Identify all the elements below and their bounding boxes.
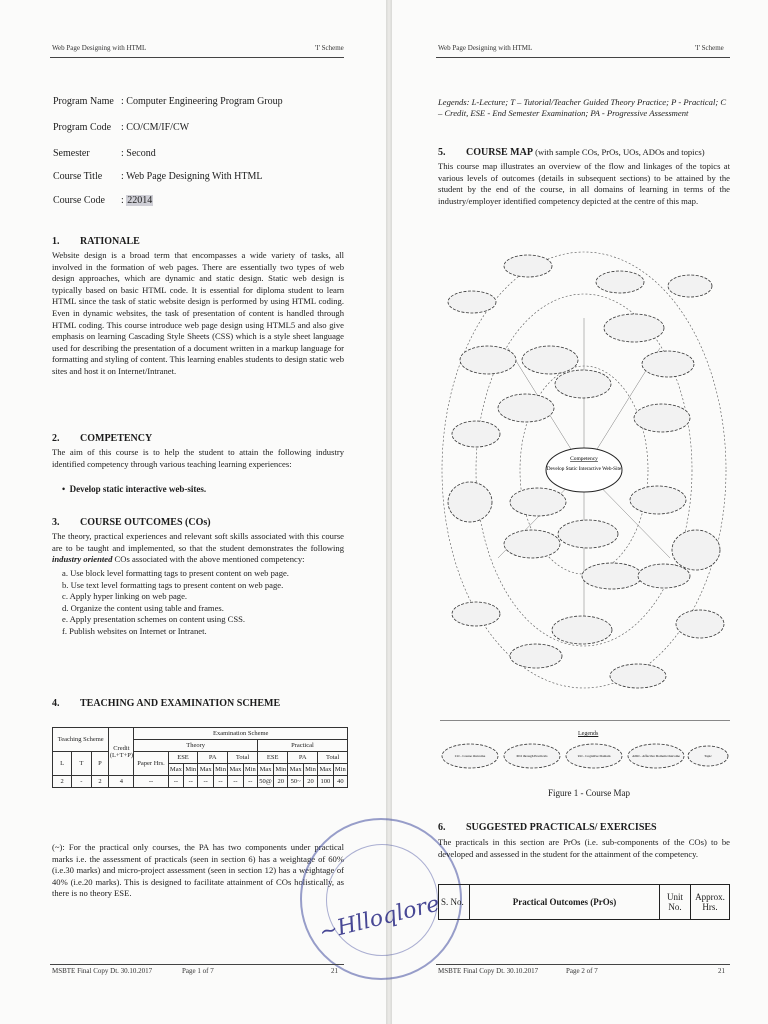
legend-label: UO - Cognitive Domain [577, 754, 611, 758]
course-map-heading: 5. COURSE MAP (with sample COs, PrOs, UOs, ADOs and topics) [438, 147, 705, 158]
course-code-value: 22014 [127, 195, 153, 206]
legend-label: ADO - Affective Domain Outcome [632, 754, 680, 758]
map-center-title: Competency [570, 456, 598, 462]
right-header-title: Web Page Designing with HTML [438, 44, 533, 52]
map-legend-rule [440, 720, 730, 721]
competency-bullet: • Develop static interactive web-sites. [62, 484, 207, 494]
co-item: c. Apply hyper linking on web page. [62, 591, 188, 602]
right-footer-rule [436, 964, 730, 965]
map-center-text: Develop Static Interactive Web-Site [546, 466, 622, 472]
signature: ~Hlloqlore [316, 891, 443, 946]
left-footer-copy: MSBTE Final Copy Dt. 30.10.2017 [52, 967, 153, 975]
left-footer-num: 21 [331, 967, 338, 975]
right-footer-copy: MSBTE Final Copy Dt. 30.10.2017 [438, 967, 539, 975]
practical-note: (~): For the practical only courses, the PA has two components under practical marks i.e. the assessment of practicals (seen in section 6) has a weightage of 60% (i.e.30 marks) and micro-project assessment (seen in section 12) has a weightage of 40% (i.e.20 marks). This is designed to facilitate attainment of COs holistically, as there is no theory ESE. [52, 842, 344, 899]
rationale-text: Website design is a broad term that encompasses a wide variety of tasks, all involved in the formation of web pages. There are essentially two types of web design approaches, which are dynamic and static design. Static web design is typically based on basic HTML code. It is essential for diploma student to learn HTML since the task of static website design is performed by using HTML coding. Even in dynamic websites, the task of presentation of content is handled through HTML coding. This course introduce web page design using HTML5 and also give emphasis on learning Cascading Style Sheets (CSS) which is a style sheet language used for describing the presentation of a document written in a markup language for formatting and styling of content. This learning enables students to design static web sites and host it on Internet/Intranet. [52, 250, 344, 376]
co-item: d. Organize the content using table and frames. [62, 602, 224, 613]
table-row: 2 - 2 4 -- -- -- -- -- -- -- 50@ 20 50~ 20 100 40 [53, 776, 348, 788]
course-outcomes-heading: 3. COURSE OUTCOMES (COs) [52, 517, 211, 528]
course-outcomes-intro: The theory, practical experiences and relevant soft skills associated with this course are to be taught and implemented, so that the student demonstrates the following industry oriented COs associated with the above mentioned competency: [52, 531, 344, 565]
legend-label: CO - Course Outcome [454, 754, 486, 758]
left-header-title: Web Page Designing with HTML [52, 44, 147, 52]
co-item: a. Use block level formatting tags to present content on web page. [62, 568, 289, 578]
suggested-practicals-text: The practicals in this section are PrOs (i.e. sub-components of the COs) to be developed and assessed in the student for the attainment of the competency. [438, 837, 730, 859]
competency-text: The aim of this course is to help the student to attain the following industry identified competency through various teaching learning experiences: [52, 447, 344, 469]
co-item: f. Publish websites on Internet or Intranet. [62, 625, 207, 636]
right-footer-page: Page 2 of 7 [566, 967, 598, 975]
left-footer-page: Page 1 of 7 [182, 967, 214, 975]
suggested-practicals-heading: 6. SUGGESTED PRACTICALS/ EXERCISES [438, 822, 657, 833]
course-outcomes-list [62, 568, 289, 638]
figure-caption: Figure 1 - Course Map [548, 788, 630, 798]
map-legend [440, 740, 732, 772]
legend-label: PrO through Practicals [516, 754, 548, 758]
co-item: e. Apply presentation schemes on content using CSS. [62, 614, 246, 625]
practical-outcomes-table: S. No. Practical Outcomes (PrOs) Unit No. Approx. Hrs. [438, 884, 730, 920]
table-legends: Legends: L-Lecture; T – Tutorial/Teacher Guided Theory Practice; P - Practical; C – Credit, ESE - End Semester Examination; PA - Progressive Assessment [438, 97, 727, 119]
co-item: b. Use text level formatting tags to present content on web page. [62, 579, 284, 590]
left-footer-rule [50, 964, 344, 965]
left-header-rule [50, 57, 344, 58]
course-map-diagram [438, 238, 730, 706]
left-header-scheme: 'I' Scheme [315, 44, 344, 52]
teaching-examination-table: Teaching Scheme Credit (L+T+P) Examination Scheme Theory Practical L T P Paper Hrs. ESE PA Total ESE PA Total Max Min Max Min Max Min Max Min Max Min Max Min 2 - 2 4 -- -- -- -- -- -- -- 50@ 20 50~ 20 100 40 [52, 727, 348, 788]
competency-heading: 2. COMPETENCY [52, 433, 153, 444]
right-header-scheme: 'I' Scheme [695, 44, 724, 52]
right-footer-num: 21 [718, 967, 725, 975]
teaching-scheme-heading: 4. TEACHING AND EXAMINATION SCHEME [52, 698, 281, 709]
right-header-rule [436, 57, 730, 58]
course-map-text: This course map illustrates an overview of the flow and linkages of the topics at various levels of outcomes (details in subsequent sections) to be attained by the student by the end of the course, in all domains of learning in terms of the industry/employer identified competency depicted at the centre of this map. [438, 161, 730, 206]
legend-label: Topic [704, 754, 712, 758]
rationale-heading: 1. RATIONALE [52, 236, 140, 247]
map-legend-title: Legends [578, 731, 599, 737]
